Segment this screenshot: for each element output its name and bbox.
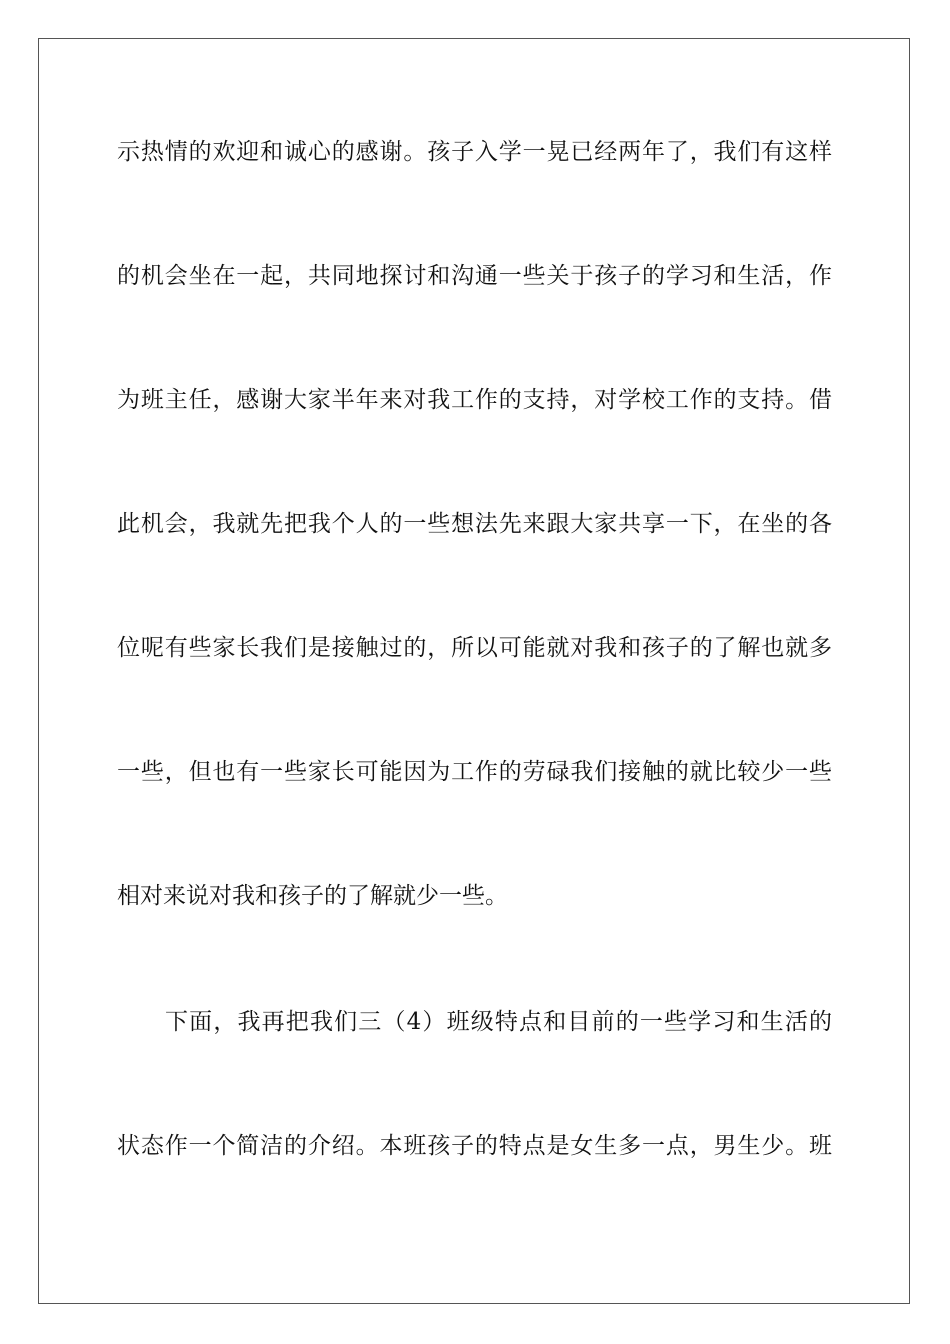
paragraph-line-3: 为班主任，感谢大家半年来对我工作的支持，对学校工作的支持。借 xyxy=(117,387,832,413)
paragraph-line-6: 一些，但也有一些家长可能因为工作的劳碌我们接触的就比较少一些 xyxy=(117,759,832,785)
paragraph-line-7: 相对来说对我和孩子的了解就少一些。 xyxy=(117,883,508,909)
paragraph-line-4: 此机会，我就先把我个人的一些想法先来跟大家共享一下，在坐的各 xyxy=(117,511,832,537)
paragraph-line-1: 示热情的欢迎和诚心的感谢。孩子入学一晃已经两年了，我们有这样 xyxy=(117,139,832,165)
paragraph-line-5: 位呢有些家长我们是接触过的，所以可能就对我和孩子的了解也就多 xyxy=(117,635,832,661)
paragraph-line-9: 状态作一个简洁的介绍。本班孩子的特点是女生多一点，男生少。班 xyxy=(117,1133,832,1159)
paragraph-line-2: 的机会坐在一起，共同地探讨和沟通一些关于孩子的学习和生活，作 xyxy=(117,263,832,289)
page-border xyxy=(38,38,910,1304)
paragraph-line-8: 下面，我再把我们三（4）班级特点和目前的一些学习和生活的 xyxy=(165,1009,832,1035)
